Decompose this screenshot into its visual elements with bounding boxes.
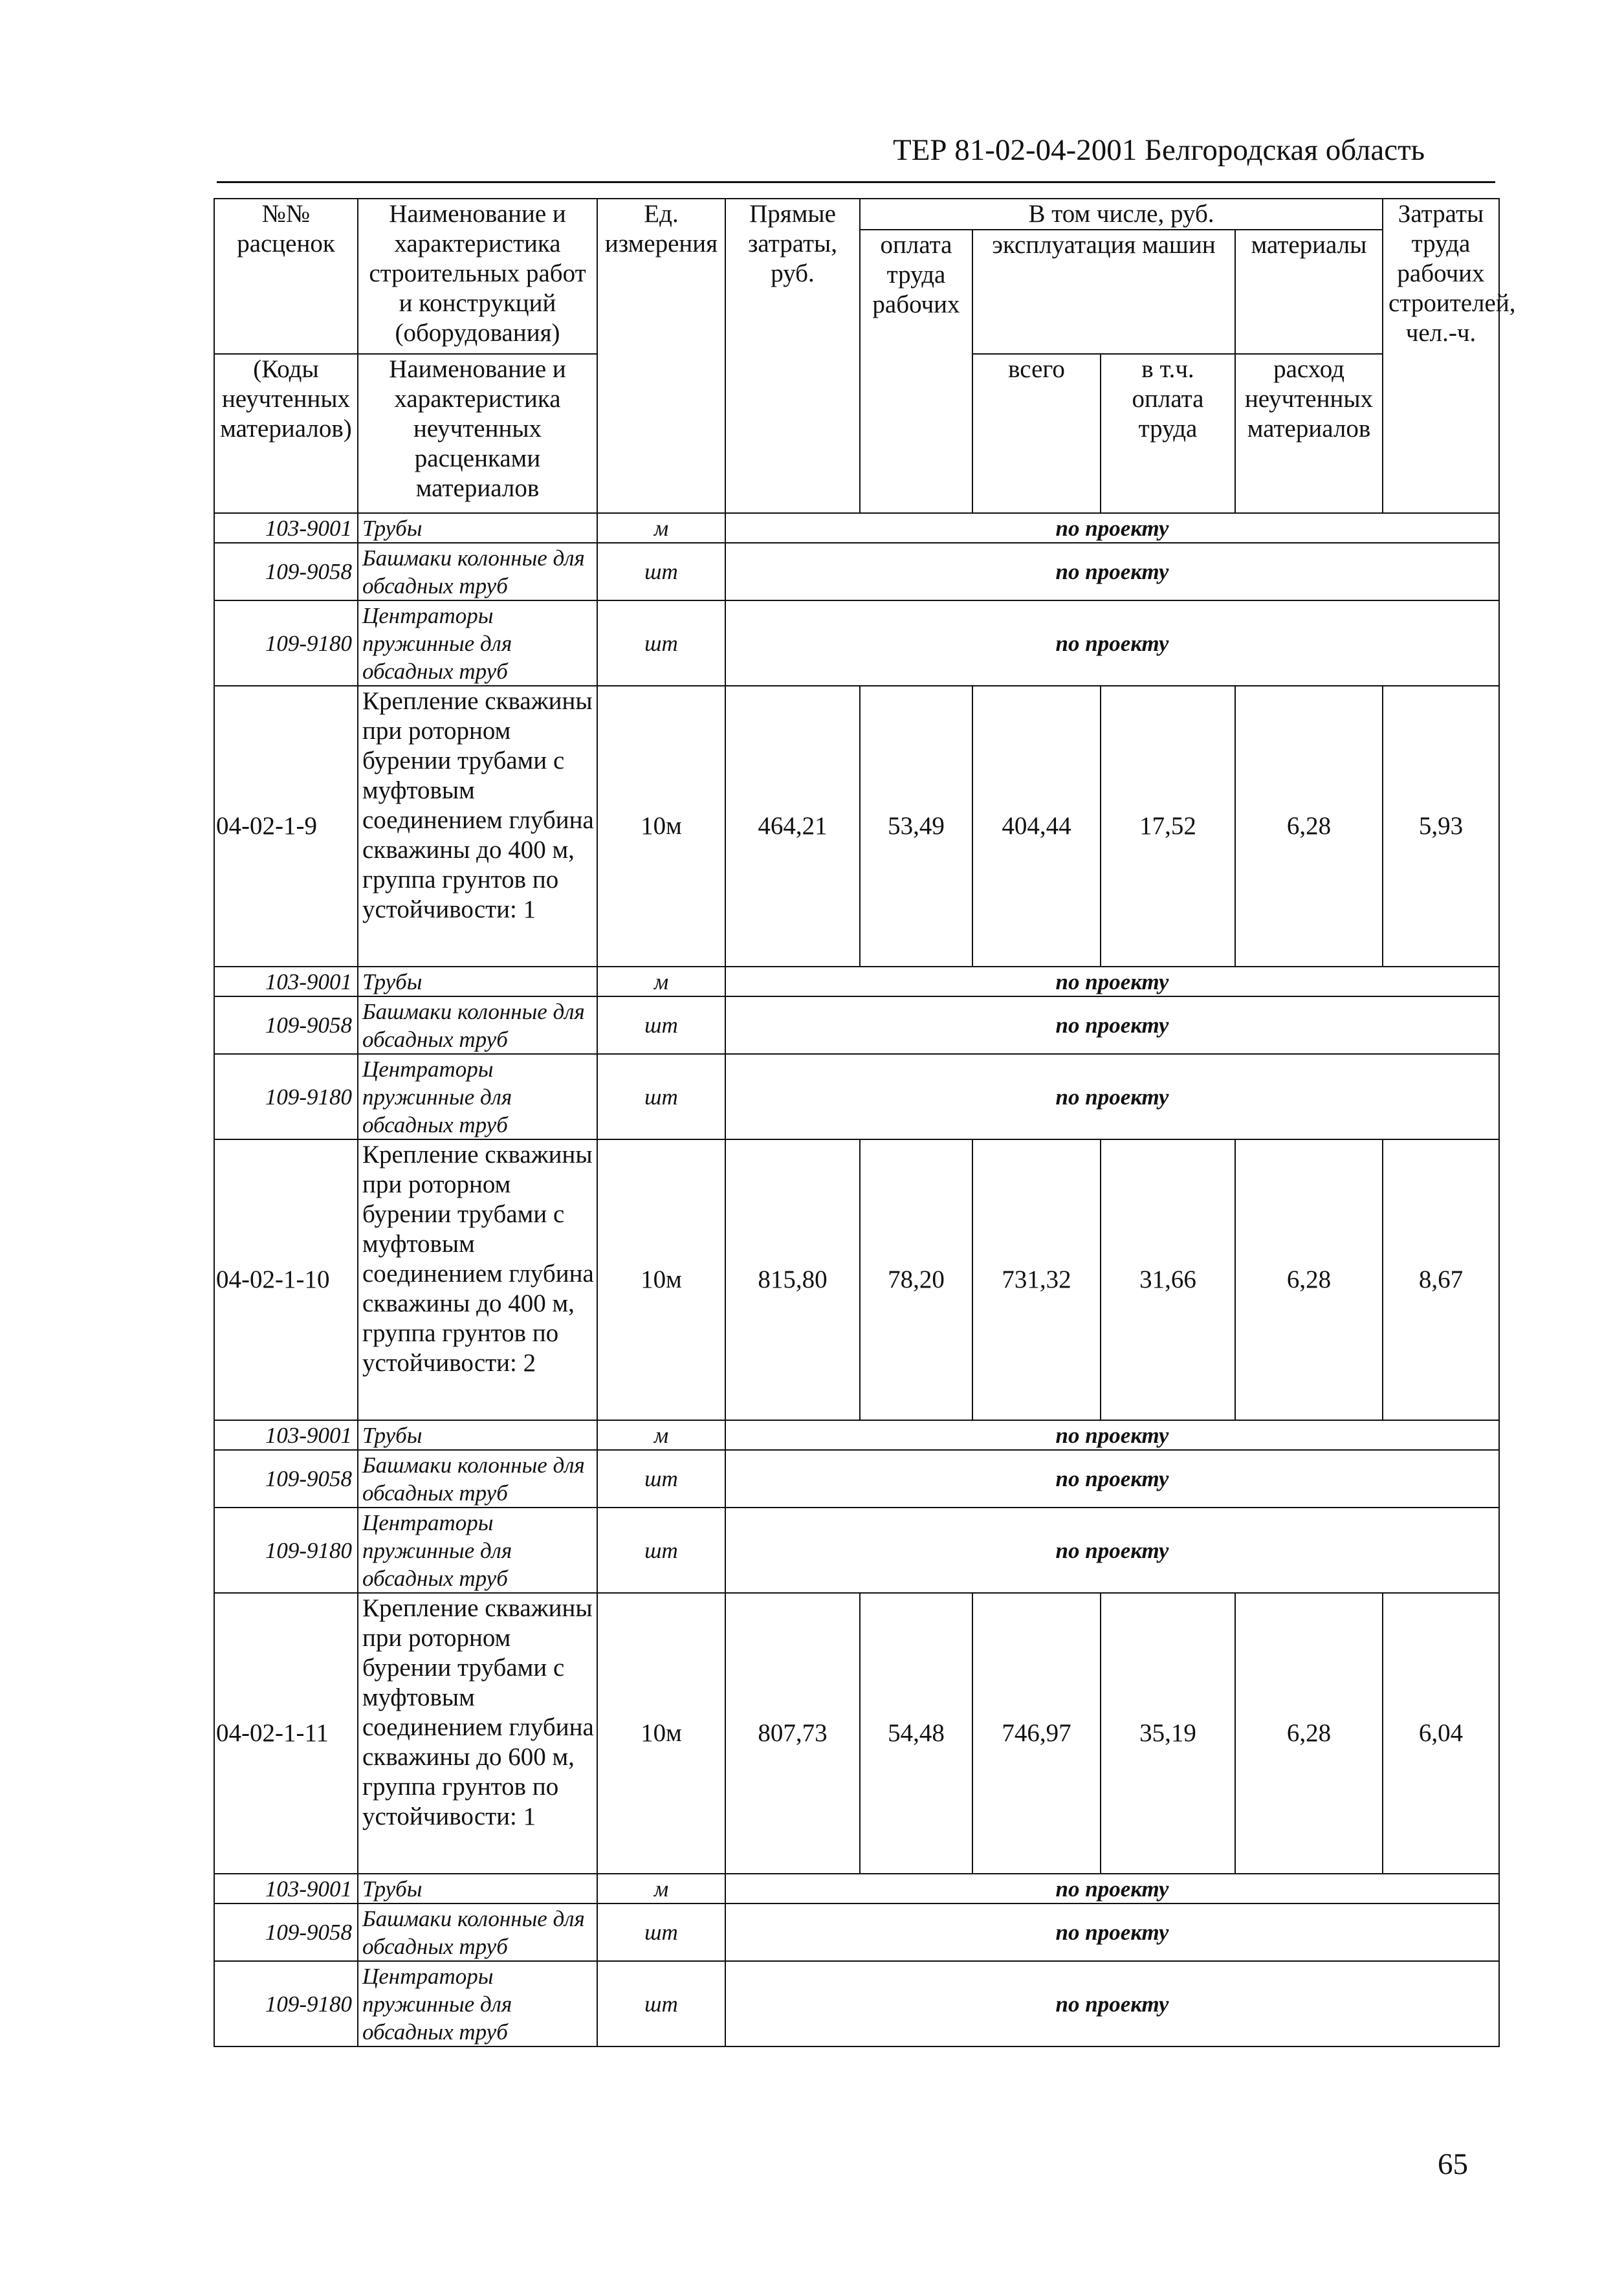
rate-name: Крепление скважины при роторном бурении трубами с муфтовым соединением глубина скважины до 600 м, группа грунтов по устойчивости: 1: [358, 1593, 597, 1874]
head-machines-wages: в т.ч. оплата труда: [1101, 354, 1235, 513]
rate-direct: 464,21: [725, 686, 860, 967]
rate-code: 04-02-1-11: [214, 1593, 358, 1874]
rate-unit: 10м: [597, 686, 725, 967]
material-name: Трубы: [358, 1874, 597, 1903]
rate-wages: 53,49: [860, 686, 972, 967]
material-note: по проекту: [725, 1054, 1499, 1139]
material-row: [214, 1450, 1499, 1508]
material-note: по проекту: [725, 513, 1499, 543]
material-unit: м: [597, 967, 725, 996]
material-row: [214, 600, 1499, 686]
material-name: Центраторы пружинные для обсадных труб: [358, 600, 597, 686]
material-code: 109-9058: [214, 543, 358, 600]
rate-code: 04-02-1-10: [214, 1139, 358, 1420]
rate-name: Крепление скважины при роторном бурении трубами с муфтовым соединением глубина скважины до 400 м, группа грунтов по устойчивости: 2: [358, 1139, 597, 1420]
material-note: по проекту: [725, 1450, 1499, 1508]
rate-direct: 807,73: [725, 1593, 860, 1874]
rates-table: [214, 198, 1516, 2047]
material-note: по проекту: [725, 1420, 1499, 1450]
material-code: 109-9058: [214, 1903, 358, 1961]
rate-machines-total: 731,32: [972, 1139, 1101, 1420]
material-name: Центраторы пружинные для обсадных труб: [358, 1961, 597, 2046]
rate-wages: 78,20: [860, 1139, 972, 1420]
rate-labor: 5,93: [1383, 686, 1499, 967]
material-unit: шт: [597, 1961, 725, 2046]
material-unit: шт: [597, 1450, 725, 1508]
material-note: по проекту: [725, 1961, 1499, 2046]
material-unit: шт: [597, 1054, 725, 1139]
material-row: [214, 1874, 1499, 1903]
rate-machines-wages: 17,52: [1101, 686, 1235, 967]
head-labor: Затраты труда рабочих строителей, чел.-ч.: [1383, 199, 1499, 513]
rate-machines-total: 404,44: [972, 686, 1101, 967]
rate-wages: 54,48: [860, 1593, 972, 1874]
head-unit: Ед. измерения: [597, 199, 725, 513]
material-name: Трубы: [358, 1420, 597, 1450]
material-name: Башмаки колонные для обсадных труб: [358, 1903, 597, 1961]
material-note: по проекту: [725, 996, 1499, 1054]
material-row: [214, 1961, 1499, 2046]
head-unaccounted: расход неучтенных материалов: [1235, 354, 1383, 513]
material-note: по проекту: [725, 1874, 1499, 1903]
material-code: 109-9180: [214, 600, 358, 686]
material-row: [214, 967, 1499, 996]
material-code: 109-9180: [214, 1054, 358, 1139]
head-machines: эксплуатация машин: [972, 230, 1235, 354]
head-materials: материалы: [1235, 230, 1383, 354]
material-unit: м: [597, 1420, 725, 1450]
material-unit: м: [597, 1874, 725, 1903]
material-unit: шт: [597, 1508, 725, 1593]
header-rule: [217, 181, 1495, 183]
rate-materials: 6,28: [1235, 1139, 1383, 1420]
material-name: Центраторы пружинные для обсадных труб: [358, 1054, 597, 1139]
page-number: 65: [1438, 2147, 1468, 2181]
head-wages: оплата труда рабочих: [860, 230, 972, 513]
head-code: №№ расценок: [214, 199, 358, 354]
head-incl: В том числе, руб.: [860, 199, 1383, 230]
material-code: 109-9180: [214, 1961, 358, 2046]
material-row: [214, 543, 1499, 600]
rate-labor: 8,67: [1383, 1139, 1499, 1420]
rate-unit: 10м: [597, 1593, 725, 1874]
head-name: Наименование и характеристика строительных работ и конструкций (оборудования): [358, 199, 597, 354]
material-row: [214, 1420, 1499, 1450]
rate-materials: 6,28: [1235, 686, 1383, 967]
material-note: по проекту: [725, 600, 1499, 686]
rate-direct: 815,80: [725, 1139, 860, 1420]
head-direct: Прямые затраты, руб.: [725, 199, 860, 513]
material-code: 109-9058: [214, 996, 358, 1054]
rate-name: Крепление скважины при роторном бурении трубами с муфтовым соединением глубина скважины до 400 м, группа грунтов по устойчивости: 1: [358, 686, 597, 967]
material-code: 103-9001: [214, 1874, 358, 1903]
rate-materials: 6,28: [1235, 1593, 1383, 1874]
material-row: [214, 1054, 1499, 1139]
material-row: [214, 1508, 1499, 1593]
rate-row: [214, 1593, 1499, 1874]
material-name: Трубы: [358, 513, 597, 543]
material-row: [214, 1903, 1499, 1961]
material-name: Башмаки колонные для обсадных труб: [358, 1450, 597, 1508]
material-code: 103-9001: [214, 1420, 358, 1450]
material-note: по проекту: [725, 967, 1499, 996]
head-name2: Наименование и характеристика неучтенных расценками материалов: [358, 354, 597, 513]
rate-machines-total: 746,97: [972, 1593, 1101, 1874]
material-unit: шт: [597, 996, 725, 1054]
material-name: Трубы: [358, 967, 597, 996]
rate-unit: 10м: [597, 1139, 725, 1420]
material-row: [214, 513, 1499, 543]
material-note: по проекту: [725, 1903, 1499, 1961]
rate-machines-wages: 35,19: [1101, 1593, 1235, 1874]
material-note: по проекту: [725, 1508, 1499, 1593]
material-note: по проекту: [725, 543, 1499, 600]
head-code2: (Коды неучтенных материалов): [214, 354, 358, 513]
material-unit: шт: [597, 600, 725, 686]
material-unit: м: [597, 513, 725, 543]
page-header: ТЕР 81-02-04-2001 Белгородская область: [893, 133, 1425, 167]
material-code: 109-9058: [214, 1450, 358, 1508]
head-machines-total: всего: [972, 354, 1101, 513]
material-name: Центраторы пружинные для обсадных труб: [358, 1508, 597, 1593]
rate-machines-wages: 31,66: [1101, 1139, 1235, 1420]
material-name: Башмаки колонные для обсадных труб: [358, 996, 597, 1054]
rate-labor: 6,04: [1383, 1593, 1499, 1874]
material-code: 103-9001: [214, 967, 358, 996]
rate-code: 04-02-1-9: [214, 686, 358, 967]
material-row: [214, 996, 1499, 1054]
material-name: Башмаки колонные для обсадных труб: [358, 543, 597, 600]
material-code: 109-9180: [214, 1508, 358, 1593]
material-unit: шт: [597, 1903, 725, 1961]
material-unit: шт: [597, 543, 725, 600]
rate-row: [214, 1139, 1499, 1420]
rate-row: [214, 686, 1499, 967]
material-code: 103-9001: [214, 513, 358, 543]
